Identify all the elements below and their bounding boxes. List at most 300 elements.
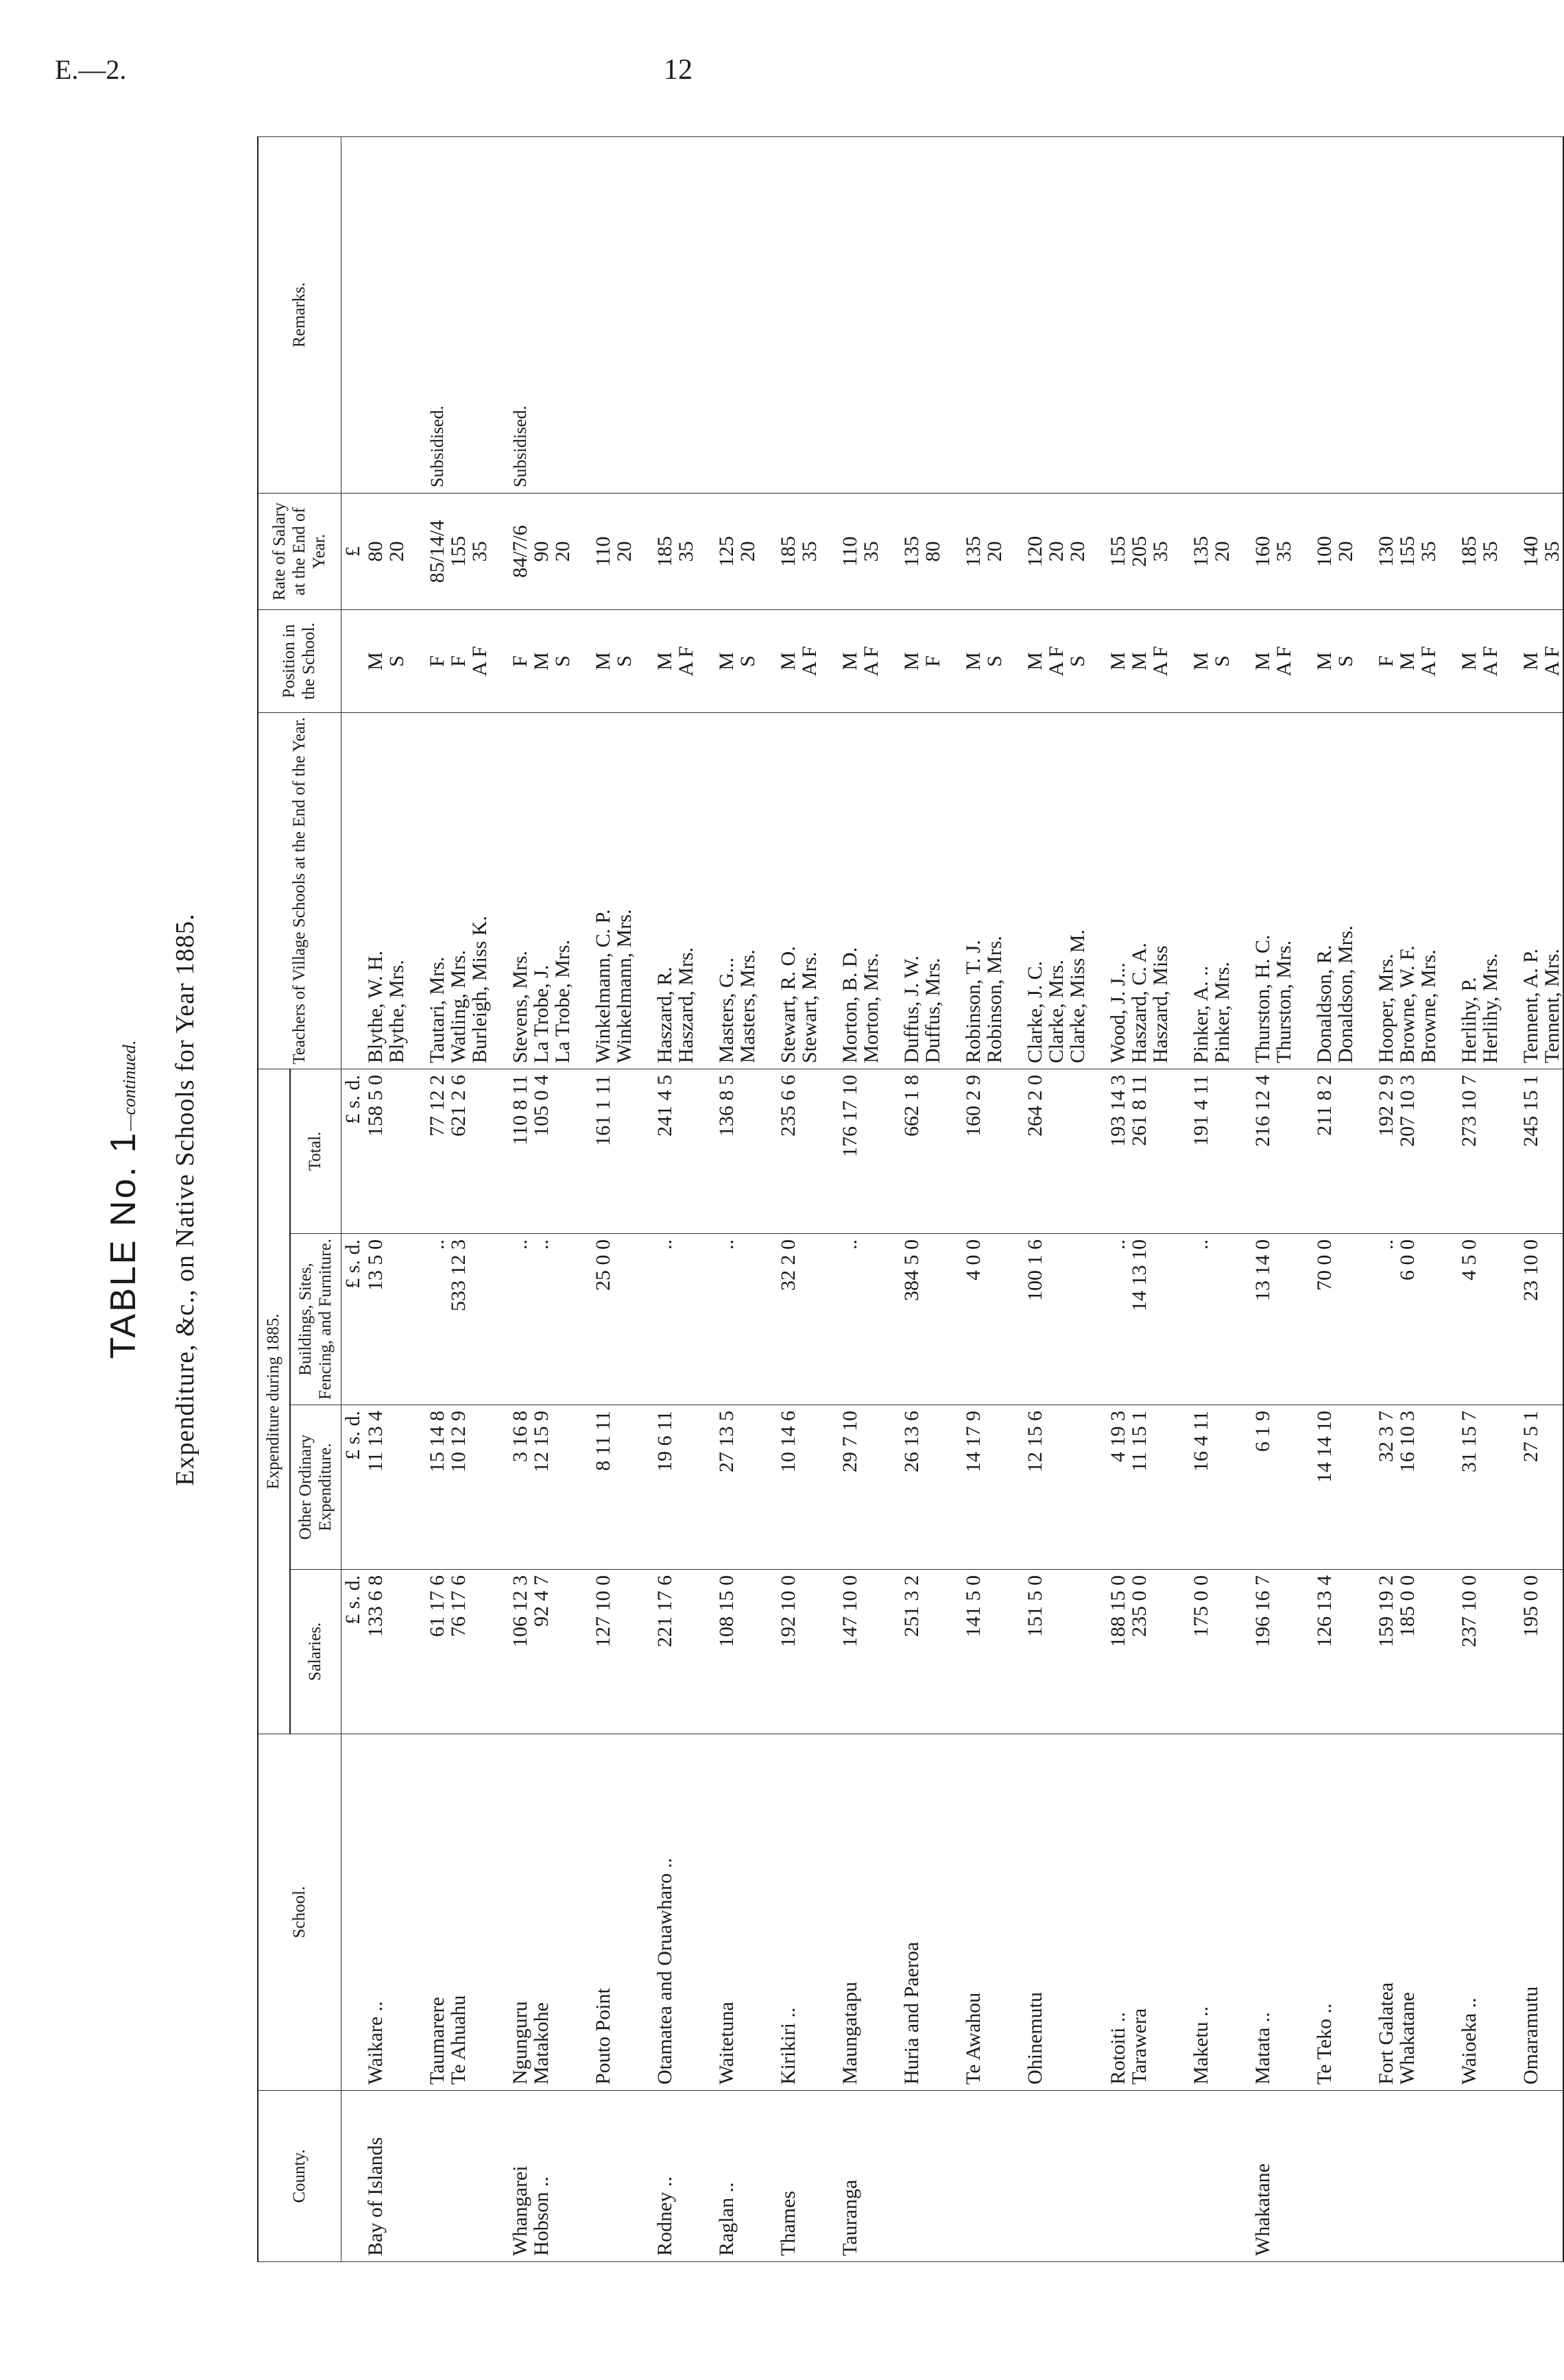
cell-other-expenditure xyxy=(984,1405,1005,1570)
cell-buildings: 4 0 0 xyxy=(963,1234,984,1405)
cell-teacher: Morton, Mrs. xyxy=(861,712,882,1069)
cell-remark xyxy=(448,136,469,493)
spacer-row xyxy=(1088,136,1107,2261)
cell-total xyxy=(386,1069,407,1233)
cell-remark xyxy=(1480,136,1501,493)
cell-total xyxy=(1067,1069,1088,1233)
cell-buildings xyxy=(1480,1234,1501,1405)
cell-rate: 185 xyxy=(778,493,799,609)
cell-school xyxy=(861,1734,882,2091)
cell-county: Tauranga xyxy=(839,2091,861,2262)
cell-rate: 35 xyxy=(861,493,882,609)
spacer-row xyxy=(1356,136,1375,2261)
table-row xyxy=(509,136,531,2261)
cell-teacher: Clarke, Mrs. xyxy=(1046,712,1067,1069)
cell-position: M xyxy=(1129,609,1150,712)
spacer-cell xyxy=(882,136,901,493)
cell-school xyxy=(469,1734,490,2091)
spacer-cell xyxy=(882,493,901,609)
cell-other-expenditure: 29 7 10 xyxy=(839,1405,861,1570)
cell-school: Whakatane xyxy=(1397,1734,1418,2091)
cell-position: A F xyxy=(1418,609,1439,712)
cell-buildings: 6 0 0 xyxy=(1397,1234,1418,1405)
cell-buildings xyxy=(1273,1234,1295,1405)
cell-buildings xyxy=(552,1234,573,1405)
cell-teacher: La Trobe, Mrs. xyxy=(552,712,573,1069)
spacer-cell xyxy=(1171,609,1190,712)
cell-rate: 20 xyxy=(386,493,407,609)
cell-remark xyxy=(861,136,882,493)
spacer-cell xyxy=(490,1734,509,2091)
cell-total xyxy=(1480,1069,1501,1233)
cell-county xyxy=(448,2091,469,2262)
cell-school: Maungatapu xyxy=(839,1734,861,2091)
cell-position: M xyxy=(1024,609,1046,712)
spacer-row xyxy=(1005,136,1024,2261)
cell-position: A F xyxy=(1541,609,1563,712)
cell-rate: 100 xyxy=(1314,493,1335,609)
cell-county xyxy=(614,2091,635,2262)
cell-buildings: .. xyxy=(839,1234,861,1405)
table-title-main: TABLE No. 1 xyxy=(104,1130,143,1359)
table-row xyxy=(365,136,386,2261)
cell-salaries: 159 19 2 xyxy=(1375,1570,1397,1734)
spacer-cell xyxy=(1233,493,1252,609)
spacer-cell xyxy=(697,712,716,1069)
spacer-cell xyxy=(1005,712,1024,1069)
cell-position: A F xyxy=(799,609,820,712)
cell-rate: 110 xyxy=(592,493,614,609)
cell-county xyxy=(737,2091,758,2262)
cell-salaries: 196 16 7 xyxy=(1252,1570,1273,1734)
table-row xyxy=(1375,136,1397,2261)
cell-salaries xyxy=(737,1570,758,1734)
units-school xyxy=(341,1734,365,2091)
cell-other-expenditure xyxy=(1541,1405,1563,1570)
spacer-cell xyxy=(1295,136,1314,493)
cell-remark xyxy=(552,136,573,493)
spacer-cell xyxy=(1005,1069,1024,1233)
spacer-cell xyxy=(1171,1570,1190,1734)
spacer-cell xyxy=(1233,2091,1252,2262)
cell-position: M xyxy=(839,609,861,712)
spacer-cell xyxy=(820,712,839,1069)
cell-remark xyxy=(839,136,861,493)
cell-other-expenditure xyxy=(469,1405,490,1570)
spacer-cell xyxy=(1501,1069,1520,1233)
spacer-cell xyxy=(1171,136,1190,493)
spacer-cell xyxy=(1171,1734,1190,2091)
cell-school: Matata .. xyxy=(1252,1734,1273,2091)
cell-buildings xyxy=(386,1234,407,1405)
cell-other-expenditure: 19 6 11 xyxy=(654,1405,675,1570)
table-row xyxy=(778,136,799,2261)
spacer-cell xyxy=(697,136,716,493)
cell-county xyxy=(1520,2091,1541,2262)
cell-position: A F xyxy=(675,609,697,712)
cell-position: M xyxy=(1397,609,1418,712)
spacer-cell xyxy=(882,1570,901,1734)
cell-rate: 135 xyxy=(963,493,984,609)
cell-salaries: 133 6 8 xyxy=(365,1570,386,1734)
spacer-cell xyxy=(1005,609,1024,712)
spacer-cell xyxy=(1005,136,1024,493)
spacer-cell xyxy=(1233,1069,1252,1233)
cell-other-expenditure: 10 12 9 xyxy=(448,1405,469,1570)
spacer-cell xyxy=(490,1570,509,1734)
cell-rate: 155 xyxy=(448,493,469,609)
cell-school xyxy=(1150,1734,1171,2091)
spacer-row xyxy=(820,136,839,2261)
cell-county xyxy=(1067,2091,1088,2262)
cell-remark xyxy=(1046,136,1067,493)
units-total: £ s. d. xyxy=(341,1069,365,1233)
cell-teacher: Herlihy, Mrs. xyxy=(1480,712,1501,1069)
cell-remark: Subsidised. xyxy=(509,136,531,493)
table-row xyxy=(448,136,469,2261)
cell-remark xyxy=(1252,136,1273,493)
cell-school: Pouto Point xyxy=(592,1734,614,2091)
cell-total: 264 2 0 xyxy=(1024,1069,1046,1233)
cell-rate: 155 xyxy=(1397,493,1418,609)
cell-salaries xyxy=(386,1570,407,1734)
spacer-cell xyxy=(758,712,778,1069)
cell-buildings xyxy=(675,1234,697,1405)
cell-other-expenditure: 14 17 9 xyxy=(963,1405,984,1570)
cell-remark xyxy=(778,136,799,493)
spacer-cell xyxy=(407,136,426,493)
table-row xyxy=(654,136,675,2261)
cell-teacher: Thurston, Mrs. xyxy=(1273,712,1295,1069)
cell-teacher: Watling, Mrs. xyxy=(448,712,469,1069)
spacer-cell xyxy=(1439,712,1458,1069)
cell-total: 193 14 3 xyxy=(1107,1069,1129,1233)
spacer-cell xyxy=(697,2091,716,2262)
spacer-cell xyxy=(943,1734,963,2091)
spacer-cell xyxy=(820,1405,839,1570)
cell-rate: 185 xyxy=(1458,493,1480,609)
cell-total: 158 5 0 xyxy=(365,1069,386,1233)
spacer-cell xyxy=(758,2091,778,2262)
cell-school xyxy=(1418,1734,1439,2091)
cell-buildings xyxy=(922,1234,943,1405)
table-row xyxy=(1150,136,1171,2261)
spacer-cell xyxy=(635,609,654,712)
table-row xyxy=(737,136,758,2261)
table-title-block xyxy=(89,137,254,2262)
cell-salaries: 141 5 0 xyxy=(963,1570,984,1734)
cell-teacher: Donaldson, R. xyxy=(1314,712,1335,1069)
cell-total: 211 8 2 xyxy=(1314,1069,1335,1233)
spacer-cell xyxy=(820,1234,839,1405)
col-header-school: School. xyxy=(258,1734,341,2091)
cell-teacher: Haszard, Miss xyxy=(1150,712,1171,1069)
cell-school: Waioeka .. xyxy=(1458,1734,1480,2091)
cell-teacher: Masters, G... xyxy=(716,712,737,1069)
col-header-county: County. xyxy=(258,2091,341,2262)
col-header-buildings: Buildings, Sites, Fencing, and Furniture. xyxy=(290,1234,341,1405)
cell-school xyxy=(984,1734,1005,2091)
cell-position: A F xyxy=(1046,609,1067,712)
spacer-row xyxy=(1295,136,1314,2261)
cell-position: M xyxy=(716,609,737,712)
spacer-cell xyxy=(758,1734,778,2091)
cell-position: M xyxy=(1252,609,1273,712)
spacer-cell xyxy=(697,1405,716,1570)
cell-position: M xyxy=(1107,609,1129,712)
cell-total: 160 2 9 xyxy=(963,1069,984,1233)
cell-school: Rotoiti .. xyxy=(1107,1734,1129,2091)
spacer-cell xyxy=(1356,1234,1375,1405)
cell-salaries xyxy=(1480,1570,1501,1734)
cell-buildings: .. xyxy=(1107,1234,1129,1405)
table-row xyxy=(614,136,635,2261)
cell-other-expenditure xyxy=(1150,1405,1171,1570)
cell-other-expenditure: 16 4 11 xyxy=(1190,1405,1212,1570)
cell-county xyxy=(799,2091,820,2262)
cell-teacher: Pinker, Mrs. xyxy=(1212,712,1233,1069)
spacer-cell xyxy=(697,493,716,609)
cell-remark xyxy=(386,136,407,493)
spacer-cell xyxy=(882,2091,901,2262)
page-number: 12 xyxy=(664,54,693,86)
table-row xyxy=(716,136,737,2261)
spacer-cell xyxy=(882,609,901,712)
spacer-cell xyxy=(407,1405,426,1570)
spacer-cell xyxy=(1233,1405,1252,1570)
cell-remark xyxy=(1150,136,1171,493)
page-header xyxy=(0,0,1409,123)
spacer-cell xyxy=(573,1570,592,1734)
spacer-cell xyxy=(407,1234,426,1405)
cell-rate: 35 xyxy=(675,493,697,609)
cell-salaries: 221 17 6 xyxy=(654,1570,675,1734)
cell-other-expenditure: 10 14 6 xyxy=(778,1405,799,1570)
spacer-cell xyxy=(490,609,509,712)
spacer-cell xyxy=(1439,2091,1458,2262)
cell-total xyxy=(922,1069,943,1233)
cell-remark xyxy=(675,136,697,493)
cell-rate: 85/14/4 xyxy=(426,493,448,609)
spacer-cell xyxy=(1171,1234,1190,1405)
units-teachers xyxy=(341,712,365,1069)
spacer-cell xyxy=(758,1570,778,1734)
spacer-cell xyxy=(1501,1570,1520,1734)
cell-rate: 155 xyxy=(1107,493,1129,609)
spacer-cell xyxy=(1295,1234,1314,1405)
cell-salaries: 61 17 6 xyxy=(426,1570,448,1734)
spacer-cell xyxy=(1171,493,1190,609)
cell-total: 245 15 1 xyxy=(1520,1069,1541,1233)
spacer-cell xyxy=(490,136,509,493)
cell-remark xyxy=(963,136,984,493)
cell-salaries: 151 5 0 xyxy=(1024,1570,1046,1734)
cell-remark xyxy=(737,136,758,493)
cell-total xyxy=(614,1069,635,1233)
spacer-cell xyxy=(943,609,963,712)
spacer-cell xyxy=(635,1069,654,1233)
units-buildings: £ s. d. xyxy=(341,1234,365,1405)
cell-other-expenditure xyxy=(675,1405,697,1570)
cell-salaries: 237 10 0 xyxy=(1458,1570,1480,1734)
cell-position: S xyxy=(737,609,758,712)
cell-salaries: 195 0 0 xyxy=(1520,1570,1541,1734)
spacer-cell xyxy=(1171,1405,1190,1570)
cell-total xyxy=(1418,1069,1439,1233)
cell-other-expenditure xyxy=(1212,1405,1233,1570)
cell-county xyxy=(386,2091,407,2262)
cell-rate: 84/7/6 xyxy=(509,493,531,609)
cell-county xyxy=(1024,2091,1046,2262)
spacer-cell xyxy=(635,2091,654,2262)
spacer-cell xyxy=(1171,712,1190,1069)
cell-position: F xyxy=(1375,609,1397,712)
cell-buildings: .. xyxy=(509,1234,531,1405)
spacer-cell xyxy=(1088,1069,1107,1233)
cell-teacher: Morton, B. D. xyxy=(839,712,861,1069)
spacer-cell xyxy=(490,493,509,609)
cell-position: F xyxy=(922,609,943,712)
spacer-cell xyxy=(407,1734,426,2091)
cell-rate: 20 xyxy=(1046,493,1067,609)
cell-other-expenditure xyxy=(614,1405,635,1570)
cell-salaries xyxy=(469,1570,490,1734)
spacer-cell xyxy=(635,136,654,493)
spacer-cell xyxy=(697,1069,716,1233)
cell-school: Fort Galatea xyxy=(1375,1734,1397,2091)
spacer-cell xyxy=(573,136,592,493)
cell-county xyxy=(592,2091,614,2262)
cell-buildings: .. xyxy=(1190,1234,1212,1405)
table-row xyxy=(1252,136,1273,2261)
cell-other-expenditure xyxy=(1273,1405,1295,1570)
spacer-cell xyxy=(943,1069,963,1233)
table-row xyxy=(984,136,1005,2261)
cell-teacher: Wood, J. J... xyxy=(1107,712,1129,1069)
spacer-cell xyxy=(1501,1234,1520,1405)
cell-remark xyxy=(1541,136,1563,493)
cell-position: M xyxy=(592,609,614,712)
cell-remark xyxy=(1107,136,1129,493)
cell-buildings xyxy=(799,1234,820,1405)
cell-school xyxy=(386,1734,407,2091)
spacer-cell xyxy=(1088,136,1107,493)
cell-position: M xyxy=(1520,609,1541,712)
cell-position: M xyxy=(654,609,675,712)
table-subtitle: Expenditure, &c., on Native Schools for Year 1885. xyxy=(171,913,200,1486)
cell-buildings: 25 0 0 xyxy=(592,1234,614,1405)
cell-teacher: Duffus, J. W. xyxy=(901,712,922,1069)
spacer-cell xyxy=(1439,136,1458,493)
cell-rate: 20 xyxy=(1335,493,1356,609)
spacer-cell xyxy=(1088,493,1107,609)
cell-teacher: Stewart, Mrs. xyxy=(799,712,820,1069)
spacer-cell xyxy=(1005,1734,1024,2091)
spacer-cell xyxy=(882,1734,901,2091)
spacer-cell xyxy=(407,493,426,609)
spacer-cell xyxy=(882,712,901,1069)
cell-rate: 35 xyxy=(799,493,820,609)
cell-county xyxy=(1314,2091,1335,2262)
spacer-cell xyxy=(1088,2091,1107,2262)
cell-position: M xyxy=(365,609,386,712)
cell-teacher: Robinson, T. J. xyxy=(963,712,984,1069)
cell-total xyxy=(469,1069,490,1233)
cell-teacher: Haszard, R. xyxy=(654,712,675,1069)
cell-remark xyxy=(901,136,922,493)
spacer-cell xyxy=(1295,2091,1314,2262)
cell-total: 207 10 3 xyxy=(1397,1069,1418,1233)
cell-school: Taumarere xyxy=(426,1734,448,2091)
cell-school: Te Ahuahu xyxy=(448,1734,469,2091)
spacer-cell xyxy=(882,1069,901,1233)
cell-teacher: Herlihy, P. xyxy=(1458,712,1480,1069)
cell-total: 241 4 5 xyxy=(654,1069,675,1233)
cell-teacher: Tautari, Mrs. xyxy=(426,712,448,1069)
spacer-cell xyxy=(1171,1069,1190,1233)
table-row xyxy=(1458,136,1480,2261)
cell-buildings: 23 10 0 xyxy=(1520,1234,1541,1405)
cell-other-expenditure: 3 16 8 xyxy=(509,1405,531,1570)
spacer-row xyxy=(943,136,963,2261)
spacer-cell xyxy=(820,1570,839,1734)
spacer-cell xyxy=(1501,493,1520,609)
cell-salaries: 147 10 0 xyxy=(839,1570,861,1734)
spacer-cell xyxy=(758,1405,778,1570)
spacer-row xyxy=(573,136,592,2261)
cell-total: 273 10 7 xyxy=(1458,1069,1480,1233)
cell-salaries: 126 13 4 xyxy=(1314,1570,1335,1734)
cell-school: Matakohe xyxy=(531,1734,552,2091)
cell-other-expenditure: 6 1 9 xyxy=(1252,1405,1273,1570)
spacer-cell xyxy=(820,493,839,609)
spacer-cell xyxy=(1501,2091,1520,2262)
cell-county xyxy=(1418,2091,1439,2262)
cell-buildings: 14 13 10 xyxy=(1129,1234,1150,1405)
cell-total: 192 2 9 xyxy=(1375,1069,1397,1233)
cell-position: M xyxy=(531,609,552,712)
cell-total: 110 8 11 xyxy=(509,1069,531,1233)
cell-buildings: 533 12 3 xyxy=(448,1234,469,1405)
cell-buildings xyxy=(984,1234,1005,1405)
cell-county xyxy=(922,2091,943,2262)
cell-school: Te Teko .. xyxy=(1314,1734,1335,2091)
cell-total: 621 2 6 xyxy=(448,1069,469,1233)
cell-teacher: Tennent, A. P. xyxy=(1520,712,1541,1069)
cell-rate: 20 xyxy=(1212,493,1233,609)
cell-salaries: 175 0 0 xyxy=(1190,1570,1212,1734)
cell-remark xyxy=(1190,136,1212,493)
table-row xyxy=(1046,136,1067,2261)
col-header-remarks: Remarks. xyxy=(258,136,341,493)
cell-teacher: Stevens, Mrs. xyxy=(509,712,531,1069)
spacer-cell xyxy=(697,1734,716,2091)
spacer-row xyxy=(1233,136,1252,2261)
table-row xyxy=(1273,136,1295,2261)
cell-other-expenditure xyxy=(552,1405,573,1570)
cell-remark xyxy=(984,136,1005,493)
spacer-cell xyxy=(1005,1570,1024,1734)
cell-buildings xyxy=(1212,1234,1233,1405)
spacer-cell xyxy=(943,1570,963,1734)
spacer-cell xyxy=(407,2091,426,2262)
cell-rate: 120 xyxy=(1024,493,1046,609)
cell-school xyxy=(1273,1734,1295,2091)
spacer-cell xyxy=(1088,1570,1107,1734)
spacer-cell xyxy=(1233,1734,1252,2091)
spacer-cell xyxy=(1501,712,1520,1069)
cell-other-expenditure xyxy=(799,1405,820,1570)
